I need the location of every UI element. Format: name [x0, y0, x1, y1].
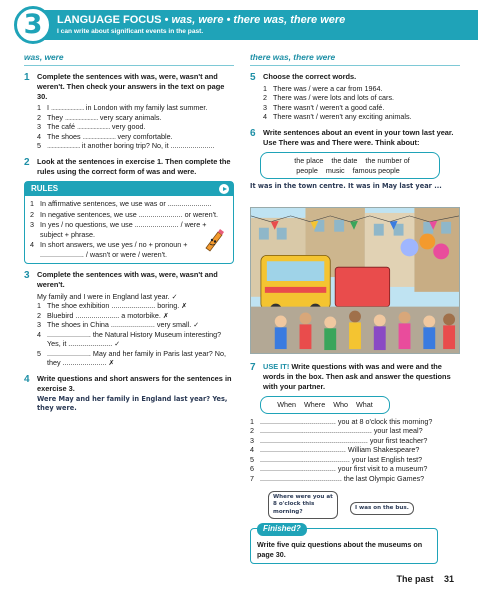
speech-bubble-answer: I was on the bus.	[350, 502, 414, 515]
page-number: 31	[443, 574, 454, 585]
list-item	[37, 103, 234, 113]
item-text: ......................................... the last Olympic Games?	[260, 473, 425, 483]
rule-text: In short answers, we use yes / no + pronoun + ...................... / wasn't or were / weren't.	[40, 240, 188, 259]
item-number: 3	[37, 320, 41, 330]
item-text: ...................................... you at 8 o'clock this morning?	[260, 416, 433, 426]
lesson-title	[57, 13, 345, 28]
answer-blank: ......................	[76, 122, 110, 132]
exercise-number: 2	[24, 156, 30, 168]
item-text: There was / were a car from 1964.	[273, 83, 383, 93]
item-number: 5	[37, 141, 41, 151]
list-item	[250, 417, 460, 427]
word-box-word: When	[277, 400, 297, 410]
word-box-word: music	[325, 165, 345, 175]
exercise-number: 7	[250, 362, 256, 373]
word-box-word: famous people	[352, 165, 400, 175]
item-text-post: it another boring trip? No, it ......................	[79, 141, 215, 151]
title-rest: • was, were • there was, there were	[161, 14, 346, 26]
answer-blank: ......................	[82, 131, 116, 141]
word-box-word: What	[355, 400, 373, 410]
item-number: 3	[30, 220, 34, 230]
list-item	[37, 311, 234, 321]
exercise-number: 4	[24, 373, 30, 385]
item-text-post: very good.	[109, 122, 146, 132]
list-item	[37, 122, 234, 132]
item-text: ............................................. your last English test?	[260, 454, 423, 464]
footer-label: The past	[396, 574, 434, 585]
item-number: 2	[263, 93, 267, 103]
title-main: LANGUAGE FOCUS	[57, 14, 162, 26]
item-text: ...................... the Natural History Museum interesting? Yes, it ...................... ✓	[47, 329, 222, 349]
word-box-word: the number of people	[296, 156, 410, 175]
handwritten-example: Were May and her family in England last year? Yes, they were.	[37, 395, 228, 413]
exercise-1	[24, 72, 234, 151]
rule-text: In affirmative sentences, we use was or ......................	[40, 199, 212, 209]
word-box-word: the date	[331, 156, 358, 166]
item-text: There was / were lots and lots of cars.	[273, 93, 395, 103]
rule-text: In yes / no questions, we use ...................... / were + subject + phrase.	[40, 220, 207, 239]
exercise-3	[24, 270, 234, 368]
item-text-pre: The café	[47, 122, 77, 132]
exercise-3-items	[37, 301, 234, 368]
item-text: ...................................................... your first teacher?	[260, 435, 428, 445]
page-footer	[388, 574, 454, 586]
item-text-pre: They	[47, 112, 65, 122]
rule-item	[30, 210, 228, 220]
word-box-word: Where	[304, 400, 326, 410]
item-text-post: in London with my family last summer.	[83, 103, 208, 113]
list-item	[263, 93, 460, 103]
play-icon[interactable]	[219, 184, 229, 194]
item-number: 4	[30, 240, 34, 250]
word-box-questions	[260, 396, 390, 414]
item-text: ........................................... William Shakespeare?	[260, 445, 420, 455]
answer-blank: ......................	[47, 141, 80, 151]
section-title-was-were: was, were	[24, 52, 234, 66]
item-number: 6	[250, 464, 254, 474]
list-item	[263, 112, 460, 122]
list-item	[250, 426, 460, 436]
item-text: There wasn't / weren't any exciting animals.	[273, 112, 412, 122]
list-item	[250, 464, 460, 474]
exercise-instruction: Look at the sentences in exercise 1. Then complete the rules using the correct form of was and were.	[37, 156, 231, 176]
item-text: There wasn't / weren't a good café.	[273, 102, 385, 112]
exercise-7-block	[250, 362, 460, 483]
item-text: ........................................................ your last meal?	[260, 426, 423, 436]
exercise-2	[24, 157, 234, 177]
list-item	[37, 349, 234, 368]
item-number: 7	[250, 473, 254, 483]
exercise-instruction: Complete the sentences with was, were, wasn't and weren't.	[37, 270, 218, 290]
list-item	[263, 84, 460, 94]
lesson-number: 3	[14, 6, 52, 44]
right-column	[250, 52, 460, 195]
item-number: 1	[30, 199, 34, 209]
item-number: 2	[30, 209, 34, 219]
exercise-number: 1	[24, 72, 30, 84]
exercise-4	[24, 374, 234, 413]
exercise-instruction: Write sentences about an event in your town last year. Use There was and There were. Think about:	[263, 127, 454, 147]
rules-header	[25, 182, 233, 196]
item-number: 3	[37, 122, 41, 132]
finished-label: Finished?	[257, 523, 307, 536]
rule-text: In negative sentences, we use ...................... or weren't.	[40, 209, 218, 219]
rule-item	[30, 220, 228, 239]
festival-illustration	[250, 207, 460, 354]
item-text-post: very scary animals.	[97, 112, 162, 122]
item-number: 4	[263, 112, 267, 122]
rule-item	[30, 199, 228, 209]
item-text: ...................................... your first visit to a museum?	[260, 464, 428, 474]
list-item	[250, 436, 460, 446]
list-item	[37, 330, 234, 349]
exercise-instruction	[263, 362, 460, 391]
item-number: 2	[250, 426, 254, 436]
exercise-instruction: Write questions and short answers for the sentences in exercise 3.	[37, 373, 232, 393]
rule-item	[30, 240, 228, 259]
exercise-7-items	[250, 417, 460, 484]
exercise-6	[250, 128, 460, 148]
list-item	[250, 455, 460, 465]
item-number: 4	[37, 131, 41, 141]
item-number: 2	[37, 112, 41, 122]
item-text-post: very comfortable.	[115, 131, 173, 141]
item-number: 3	[263, 102, 267, 112]
list-item	[250, 445, 460, 455]
item-number: 5	[250, 454, 254, 464]
exercise-number: 3	[24, 270, 30, 282]
exercise-5	[250, 72, 460, 122]
item-text-pre: I	[47, 103, 51, 113]
list-item	[37, 141, 234, 151]
item-text-pre: The shoes	[47, 131, 83, 141]
item-number: 2	[37, 310, 41, 320]
list-item	[37, 113, 234, 123]
word-box-word: Who	[333, 400, 348, 410]
item-text: The shoes in China ...................... very small. ✓	[47, 320, 200, 330]
use-it-label: USE IT!	[263, 362, 290, 371]
lesson-header	[0, 0, 478, 46]
speech-bubble-question: Where were you at 8 o'clock this morning?	[268, 491, 338, 519]
list-item	[37, 301, 234, 311]
item-number: 3	[250, 435, 254, 445]
exercise-number: 6	[250, 127, 256, 139]
exercise-instruction: Complete the sentences with was, were, wasn't and weren't. Then check your answers in the text on page 30.	[37, 72, 225, 101]
item-number: 1	[250, 416, 254, 426]
exercise-1-items	[37, 103, 234, 151]
item-number: 4	[250, 445, 254, 455]
list-item	[250, 474, 460, 484]
handwritten-example: It was in the town centre. It was in May last year ...	[250, 182, 442, 191]
list-item	[263, 103, 460, 113]
lesson-subtitle: I can write about significant events in the past.	[57, 28, 204, 35]
pencil-mascot-icon	[200, 226, 226, 252]
item-number: 1	[37, 301, 41, 311]
item-text: The shoe exhibition ...................... boring. ✗	[47, 301, 188, 311]
exercise-5-items	[263, 84, 460, 122]
list-item	[37, 132, 234, 142]
finished-text: Write five quiz questions about the museums on page 30.	[257, 540, 423, 559]
item-number: 1	[263, 83, 267, 93]
answer-blank: ......................	[64, 112, 98, 122]
exercise-7	[250, 362, 460, 391]
finished-box	[250, 524, 438, 564]
item-text: Bluebird ...................... a motorbike. ✗	[47, 310, 169, 320]
item-number: 1	[37, 103, 41, 113]
word-box-word: the place	[294, 156, 324, 166]
item-number: 4	[37, 329, 41, 339]
word-box-event	[260, 152, 440, 179]
exercise-number: 5	[250, 72, 256, 84]
exercise-example: My family and I were in England last year. ✓	[37, 291, 178, 301]
rules-title: RULES	[31, 184, 59, 194]
section-title-there-was: there was, there were	[250, 52, 460, 66]
exercise-instruction: Choose the correct words.	[263, 72, 357, 82]
list-item	[37, 320, 234, 330]
item-number: 5	[37, 348, 41, 358]
item-text: ...................... May and her family in Paris last year? No, they ...................... ✗	[47, 348, 226, 368]
use-it-instruction: Write questions with was and were and the words in the box. Then ask and answer the questions with your partner.	[263, 362, 451, 391]
answer-blank: ......................	[51, 103, 84, 113]
